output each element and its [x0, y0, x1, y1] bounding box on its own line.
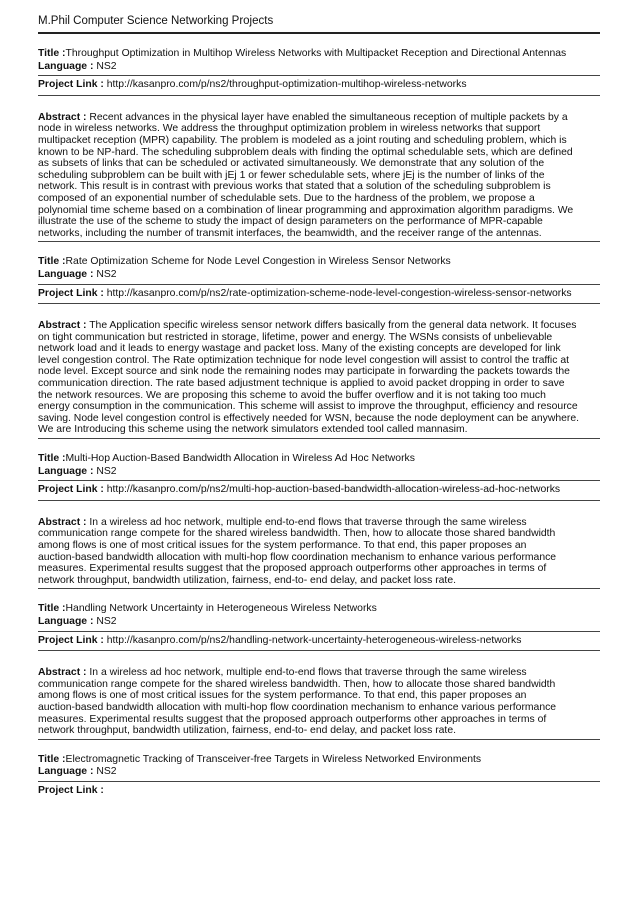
abstract-text: network load and it leads to energy wastage and packet loss. Many of the existing concepts are developed for link — [38, 343, 561, 355]
project-language — [38, 269, 600, 282]
abstract-line — [38, 147, 600, 159]
abstract-text: measures. Experimental results suggest that the proposed approach outperforms other approaches in terms of — [38, 713, 547, 725]
project-link-url[interactable]: http://kasanpro.com/p/ns2/multi-hop-auction-based-bandwidth-allocation-wireless-ad-hoc-networks — [106, 484, 561, 496]
language-label: Language : — [38, 615, 94, 627]
abstract-line — [38, 413, 600, 425]
abstract-text: In a wireless ad hoc network, multiple end-to-end flows that traverse through the same wireless — [89, 667, 527, 679]
page-header: M.Phil Computer Science Networking Projects — [38, 15, 274, 27]
title-text: Multi-Hop Auction-Based Bandwidth Allocation in Wireless Ad Hoc Networks — [65, 453, 415, 465]
abstract-label: Abstract : — [38, 320, 87, 332]
abstract-line — [38, 517, 600, 529]
abstract-line — [38, 112, 600, 124]
abstract-label: Abstract : — [38, 111, 87, 123]
abstract-text: saving. Node level congestion control is effectively needed for WSN, because the node deployment can be anywhere. — [38, 412, 580, 424]
abstract-line — [38, 343, 600, 355]
abstract-line — [38, 725, 600, 737]
section-gap — [38, 439, 600, 453]
abstract-line — [38, 575, 600, 587]
abstract-text: The Application specific wireless sensor network differs basically from the general data network. It focuses — [89, 320, 577, 332]
language-value: NS2 — [96, 465, 117, 477]
project-link-block — [38, 632, 600, 651]
title-text: Handling Network Uncertainty in Heterogeneous Wireless Networks — [65, 603, 377, 615]
abstract-line — [38, 366, 600, 378]
abstract-text: among flows is one of most critical issues for the system performance. To that end, this paper proposes an — [38, 690, 527, 702]
project-language — [38, 61, 600, 74]
abstract-text: auction-based bandwidth allocation with multi-hop flow coordination mechanism to enhance various performance — [38, 551, 557, 563]
abstract-text: composed of an exponential number of schedulable sets. Due to the hardness of the problem, we propose a — [38, 192, 535, 204]
abstract-text: We are Introducing this scheme using the network simulators extended tool called mannasim. — [38, 424, 468, 436]
project-link-label: Project Link : — [38, 287, 104, 299]
language-label: Language : — [38, 60, 94, 72]
project-title-block — [38, 256, 600, 283]
title-label: Title : — [38, 753, 66, 765]
abstract-line — [38, 332, 600, 344]
project-link-url[interactable]: http://kasanpro.com/p/ns2/rate-optimization-scheme-node-level-congestion-wireless-sensor-networks — [106, 287, 572, 299]
project-link-block — [38, 285, 600, 304]
abstract-line — [38, 135, 600, 147]
abstract-text: node level. Except source and sink node the remaining nodes may participate in forwarding the packets towards the — [38, 366, 570, 378]
project-title-block — [38, 48, 600, 75]
project-link-label: Project Link : — [38, 79, 104, 91]
abstract-line — [38, 424, 600, 436]
project-link-label: Project Link : — [38, 634, 104, 646]
title-label: Title : — [38, 48, 66, 59]
abstract-text: measures. Experimental results suggest that the proposed approach outperforms other approaches in terms of — [38, 563, 547, 575]
abstract-text: auction-based bandwidth allocation with multi-hop flow coordination mechanism to enhance various performance — [38, 701, 557, 713]
project-title — [38, 603, 600, 616]
abstract-line — [38, 528, 600, 540]
abstract-line — [38, 667, 600, 679]
abstract-text: network throughput, bandwidth utilization, fairness, end-to- end delay, and packet loss rate. — [38, 725, 456, 737]
project-title — [38, 453, 600, 466]
section-gap — [38, 242, 600, 256]
language-label: Language : — [38, 766, 94, 778]
abstract-text: Recent advances in the physical layer have enabled the simultaneous reception of multiple packets by a — [89, 111, 568, 123]
title-text: Rate Optimization Scheme for Node Level Congestion in Wireless Sensor Networks — [65, 256, 451, 268]
project-abstract — [38, 665, 600, 739]
abstract-text: on tight communication but restricted in storage, lifetime, power and energy. The WSNs consists of unbelievable — [38, 331, 553, 343]
abstract-text: network. This result is in contrast with previous works that stated that a solution of the scheduling subproblem is — [38, 181, 551, 193]
project-title — [38, 754, 600, 767]
abstract-gap — [38, 304, 600, 318]
project-link-url[interactable]: http://kasanpro.com/p/ns2/throughput-optimization-multihop-wireless-networks — [106, 79, 467, 91]
abstract-label: Abstract : — [38, 516, 87, 528]
project-link — [38, 785, 600, 798]
abstract-text: In a wireless ad hoc network, multiple end-to-end flows that traverse through the same wireless — [89, 516, 527, 528]
abstract-text: energy consumption in the communication. This scheme will assist to improve the throughput, efficiency and resource — [38, 401, 578, 413]
abstract-line — [38, 205, 600, 217]
project-abstract — [38, 110, 600, 242]
title-text: Throughput Optimization in Multihop Wireless Networks with Multipacket Reception and Directional Antennas — [65, 48, 567, 59]
project-list — [38, 34, 600, 801]
section-gap — [38, 589, 600, 603]
project-link — [38, 79, 600, 92]
abstract-line — [38, 401, 600, 413]
abstract-line — [38, 181, 600, 193]
project-link-block — [38, 76, 600, 95]
project-language — [38, 766, 600, 779]
project-link-label: Project Link : — [38, 484, 104, 496]
document-page — [38, 14, 600, 801]
section-gap — [38, 34, 600, 48]
project-link — [38, 288, 600, 301]
abstract-line — [38, 390, 600, 402]
abstract-line — [38, 540, 600, 552]
project-title-block — [38, 603, 600, 630]
abstract-text: illustrate the use of the scheme to study the impact of design parameters on the performance of MPR-capable — [38, 216, 543, 228]
abstract-text: communication range compete for the shared wireless bandwidth. Then, how to allocate those shared bandwidth — [38, 528, 556, 540]
project-link-block — [38, 782, 600, 801]
abstract-line — [38, 193, 600, 205]
abstract-line — [38, 158, 600, 170]
project-abstract — [38, 318, 600, 438]
abstract-line — [38, 702, 600, 714]
abstract-text: scheduling subproblem can be built with jEj 1 or fewer schedulable sets, where jEj is the number of links of the — [38, 169, 545, 181]
title-text: Electromagnetic Tracking of Transceiver-free Targets in Wireless Networked Environments — [65, 753, 482, 765]
abstract-text: multipacket reception (MPR) capability. The problem is modeled as a joint routing and scheduling problem, which is — [38, 134, 567, 146]
abstract-line — [38, 714, 600, 726]
abstract-text: level congestion control. The Rate optimization technique for node level congestion will assist to control the traffic at — [38, 354, 569, 366]
section-gap — [38, 740, 600, 754]
language-value: NS2 — [96, 766, 117, 778]
abstract-line — [38, 228, 600, 240]
project-abstract — [38, 515, 600, 589]
project-title-block — [38, 754, 600, 781]
abstract-text: communication range compete for the shared wireless bandwidth. Then, how to allocate those shared bandwidth — [38, 678, 556, 690]
abstract-line — [38, 170, 600, 182]
abstract-gap — [38, 651, 600, 665]
abstract-line — [38, 679, 600, 691]
project-link — [38, 635, 600, 648]
abstract-text: the network resources. We are proposing this scheme to avoid the buffer overflow and it is not taking too much — [38, 389, 546, 401]
language-label: Language : — [38, 268, 94, 280]
abstract-gap — [38, 96, 600, 110]
project-link-label: Project Link : — [38, 784, 104, 796]
language-label: Language : — [38, 465, 94, 477]
abstract-line — [38, 690, 600, 702]
abstract-line — [38, 552, 600, 564]
abstract-line — [38, 320, 600, 332]
language-value: NS2 — [96, 615, 117, 627]
project-language — [38, 616, 600, 629]
abstract-line — [38, 355, 600, 367]
abstract-text: as subsets of links that can be scheduled or activated simultaneously. We demonstrate that any solution of the — [38, 158, 545, 170]
title-label: Title : — [38, 603, 66, 615]
project-title — [38, 48, 600, 61]
project-title-block — [38, 453, 600, 480]
abstract-text: known to be NP-hard. The scheduling subproblem deals with finding the optimal schedulable sets, which are defined — [38, 146, 573, 158]
abstract-text: communication direction. The rate based adjustment technique is applied to avoid packet dropping in order to save — [38, 378, 565, 390]
project-title — [38, 256, 600, 269]
project-link-block — [38, 481, 600, 500]
project-language — [38, 466, 600, 479]
title-label: Title : — [38, 453, 66, 465]
abstract-line — [38, 216, 600, 228]
project-link — [38, 484, 600, 497]
abstract-text: network throughput, bandwidth utilization, fairness, end-to- end delay, and packet loss rate. — [38, 574, 456, 586]
abstract-text: networks, including the number of transmit interfaces, the beamwidth, and the receiver range of the antennas. — [38, 227, 542, 239]
language-value: NS2 — [96, 268, 117, 280]
abstract-label: Abstract : — [38, 667, 87, 679]
project-link-url[interactable]: http://kasanpro.com/p/ns2/handling-network-uncertainty-heterogeneous-wireless-networks — [106, 634, 522, 646]
abstract-text: among flows is one of most critical issues for the system performance. To that end, this paper proposes an — [38, 540, 527, 551]
abstract-text: polynomial time scheme based on a combination of linear programming and approximation algorithm paradigms. We — [38, 204, 574, 216]
abstract-line — [38, 563, 600, 575]
abstract-line — [38, 378, 600, 390]
abstract-line — [38, 123, 600, 135]
abstract-text: node in wireless networks. We address the throughput optimization problem in wireless networks that support — [38, 123, 541, 135]
language-value: NS2 — [96, 60, 117, 72]
abstract-gap — [38, 501, 600, 515]
title-label: Title : — [38, 256, 66, 268]
